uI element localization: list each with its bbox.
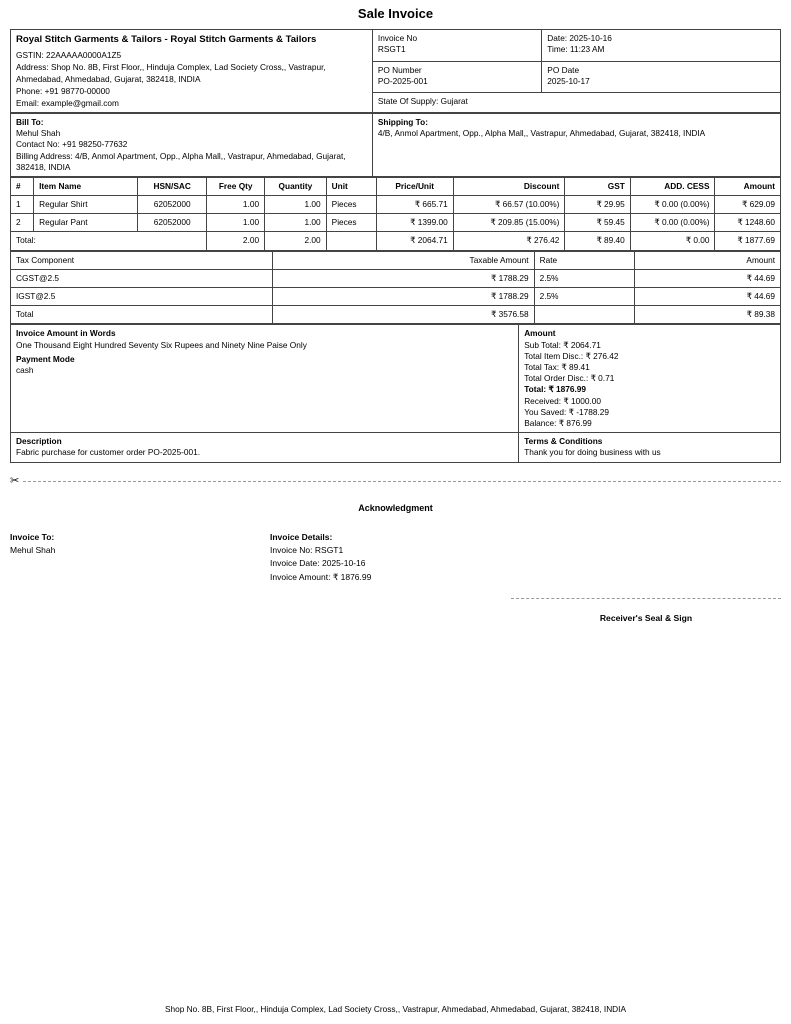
table-row [11, 269, 781, 287]
amount-in-words-cell [11, 325, 519, 433]
invoice-time: Time: 11:23 AM [547, 44, 605, 55]
items-table [10, 177, 781, 251]
amount-received: Received: ₹ 1000.00 [524, 395, 601, 406]
ack-details-date: Invoice Date: 2025-10-16 [270, 558, 366, 569]
po-number-label: PO Number [377, 64, 422, 75]
payment-mode-value: cash [16, 364, 34, 375]
cell-gst: ₹ 59.45 [565, 214, 630, 232]
tax-cell-component: IGST@2.5 [11, 288, 273, 306]
tax-total-rate [534, 306, 634, 324]
bill-to-name: Mehul Shah [16, 128, 61, 139]
cell-unit: Pieces [326, 196, 376, 214]
cell-price: ₹ 1399.00 [376, 214, 453, 232]
invoice-date: Date: 2025-10-16 [547, 33, 612, 43]
amount-balance: Balance: ₹ 876.99 [524, 417, 592, 428]
header-table [10, 29, 781, 113]
tax-cell-rate: 2.5% [534, 288, 634, 306]
bill-to-address: Billing Address: 4/B, Anmol Apartment, Opp., Alpha Mall,, Vastrapur, Ahmedabad, Gujarat, 382418, INDIA [16, 150, 346, 172]
cell-cess: ₹ 0.00 (0.00%) [630, 214, 715, 232]
cell-quantity: 1.00 [265, 196, 327, 214]
tax-total-taxable: ₹ 3576.58 [272, 306, 534, 324]
ack-invoice-to-heading: Invoice To: [10, 532, 55, 543]
cell-unit: Pieces [326, 214, 376, 232]
ack-invoice-to-name: Mehul Shah [10, 545, 56, 556]
summary-table [10, 324, 781, 463]
po-number-value: PO-2025-001 [377, 75, 428, 86]
seller-name: Royal Stitch Garments & Tailors - Royal Stitch Garments & Tailors [16, 34, 317, 45]
terms-cell [519, 433, 781, 463]
invoice-no-cell [372, 30, 541, 62]
amount-total-order-disc: Total Order Disc.: ₹ 0.71 [524, 373, 615, 384]
col-price: Price/Unit [376, 177, 453, 195]
seller-gstin: GSTIN: 22AAAAA0000A1Z5 [16, 49, 122, 60]
seller-email: Email: example@gmail.com [16, 97, 119, 108]
payment-mode-heading: Payment Mode [16, 353, 75, 364]
items-total-price: ₹ 2064.71 [376, 232, 453, 250]
words-heading: Invoice Amount in Words [16, 328, 116, 339]
items-total-quantity: 2.00 [265, 232, 327, 250]
col-unit: Unit [326, 177, 376, 195]
table-row [11, 288, 781, 306]
cell-discount: ₹ 66.57 (10.00%) [453, 196, 565, 214]
items-total-free-qty: 2.00 [207, 232, 265, 250]
tax-cell-taxable: ₹ 1788.29 [272, 269, 534, 287]
dashed-divider [23, 481, 781, 482]
col-item-name: Item Name [34, 177, 138, 195]
amount-summary-cell [519, 325, 781, 433]
cell-quantity: 1.00 [265, 214, 327, 232]
tax-cell-rate: 2.5% [534, 269, 634, 287]
items-total-discount: ₹ 276.42 [453, 232, 565, 250]
tax-total-row [11, 306, 781, 324]
cell-sr: 2 [11, 214, 34, 232]
tax-cell-amount: ₹ 44.69 [634, 269, 780, 287]
cell-item-name: Regular Pant [34, 214, 138, 232]
tax-cell-taxable: ₹ 1788.29 [272, 288, 534, 306]
bill-to-heading: Bill To: [16, 116, 44, 127]
cell-hsn: 62052000 [138, 214, 207, 232]
amount-total-tax: Total Tax: ₹ 89.41 [524, 361, 590, 372]
ship-to-cell [372, 113, 780, 176]
ack-details-amount: Invoice Amount: ₹ 1876.99 [270, 571, 372, 582]
cell-free-qty: 1.00 [207, 196, 265, 214]
seller-phone: Phone: +91 98770-00000 [16, 85, 110, 96]
col-gst: GST [565, 177, 630, 195]
cell-sr: 1 [11, 196, 34, 214]
po-date-value: 2025-10-17 [547, 75, 590, 86]
cell-gst: ₹ 29.95 [565, 196, 630, 214]
cell-amount: ₹ 1248.60 [715, 214, 781, 232]
cell-item-name: Regular Shirt [34, 196, 138, 214]
tax-col-amount: Amount [634, 251, 780, 269]
description-heading: Description [16, 436, 62, 447]
tax-col-rate: Rate [534, 251, 634, 269]
ship-to-heading: Shipping To: [377, 116, 428, 127]
description-cell [11, 433, 519, 463]
cell-free-qty: 1.00 [207, 214, 265, 232]
tax-col-taxable: Taxable Amount [272, 251, 534, 269]
acknowledgment-body [10, 531, 781, 584]
tax-cell-amount: ₹ 44.69 [634, 288, 780, 306]
table-row [11, 214, 781, 232]
amount-total: Total: ₹ 1876.99 [524, 384, 587, 395]
tax-table [10, 251, 781, 325]
invoice-date-cell [542, 30, 781, 62]
amount-heading: Amount [524, 328, 556, 339]
page-title: Sale Invoice [357, 6, 434, 21]
cell-price: ₹ 665.71 [376, 196, 453, 214]
invoice-no-value: RSGT1 [377, 44, 406, 55]
amount-sub-total: Sub Total: ₹ 2064.71 [524, 339, 601, 350]
cell-discount: ₹ 209.85 (15.00%) [453, 214, 565, 232]
tax-total-label: Total [11, 306, 273, 324]
col-free-qty: Free Qty [207, 177, 265, 195]
description-text: Fabric purchase for customer order PO-2025-001. [16, 447, 200, 458]
terms-heading: Terms & Conditions [524, 436, 603, 447]
col-discount: Discount [453, 177, 565, 195]
bill-to-cell [11, 113, 373, 176]
receiver-seal-block [10, 598, 781, 623]
amount-you-saved: You Saved: ₹ -1788.29 [524, 406, 609, 417]
po-date-cell [542, 61, 781, 93]
invoice-no-label: Invoice No [377, 33, 418, 43]
col-hsn: HSN/SAC [138, 177, 207, 195]
bill-to-contact: Contact No: +91 98250-77632 [16, 139, 128, 150]
tax-cell-component: CGST@2.5 [11, 269, 273, 287]
cell-cess: ₹ 0.00 (0.00%) [630, 196, 715, 214]
seal-dashed-line [511, 598, 781, 599]
items-total-gst: ₹ 89.40 [565, 232, 630, 250]
col-sr: # [11, 177, 34, 195]
state-of-supply-cell: State Of Supply: Gujarat [372, 93, 780, 113]
seller-block [11, 30, 373, 113]
col-quantity: Quantity [265, 177, 327, 195]
items-total-cess: ₹ 0.00 [630, 232, 715, 250]
terms-text: Thank you for doing business with us [524, 447, 661, 458]
tax-total-amount: ₹ 89.38 [634, 306, 780, 324]
table-row [11, 196, 781, 214]
cut-line [10, 473, 781, 489]
amount-total-item-disc: Total Item Disc.: ₹ 276.42 [524, 350, 619, 361]
cell-amount: ₹ 629.09 [715, 196, 781, 214]
col-cess: ADD. CESS [630, 177, 715, 195]
ack-details-heading: Invoice Details: [270, 532, 333, 543]
po-date-label: PO Date [547, 64, 580, 75]
seal-label: Receiver's Seal & Sign [599, 612, 693, 623]
page-footer: Shop No. 8B, First Floor,, Hinduja Complex, Lad Society Cross,, Vastrapur, Ahmedabad, Ahmedabad, Gujarat, 382418, INDIA [164, 1004, 627, 1014]
ack-details-no: Invoice No: RSGT1 [270, 545, 344, 556]
items-total-row [11, 232, 781, 250]
ship-to-address: 4/B, Anmol Apartment, Opp., Alpha Mall,, Vastrapur, Ahmedabad, Gujarat, 382418, INDIA [377, 128, 706, 139]
tax-header-row [11, 251, 781, 269]
items-total-label: Total: [11, 232, 207, 250]
scissors-icon: ✂ [10, 474, 20, 487]
acknowledgment-details [270, 531, 781, 584]
col-amount: Amount [715, 177, 781, 195]
tax-col-component: Tax Component [11, 251, 273, 269]
items-total-unit [326, 232, 376, 250]
seller-address: Address: Shop No. 8B, First Floor,, Hinduja Complex, Lad Society Cross,, Vastrapur, Ahmedabad, Ahmedabad, Gujarat, 382418, INDIA [16, 61, 326, 84]
parties-table [10, 113, 781, 177]
cell-hsn: 62052000 [138, 196, 207, 214]
words-text: One Thousand Eight Hundred Seventy Six Rupees and Ninety Nine Paise Only [16, 339, 307, 350]
acknowledgment-invoice-to [10, 531, 270, 584]
po-number-cell [372, 61, 541, 93]
items-header-row [11, 177, 781, 195]
items-total-amount: ₹ 1877.69 [715, 232, 781, 250]
acknowledgment-title: Acknowledgment [358, 503, 433, 514]
